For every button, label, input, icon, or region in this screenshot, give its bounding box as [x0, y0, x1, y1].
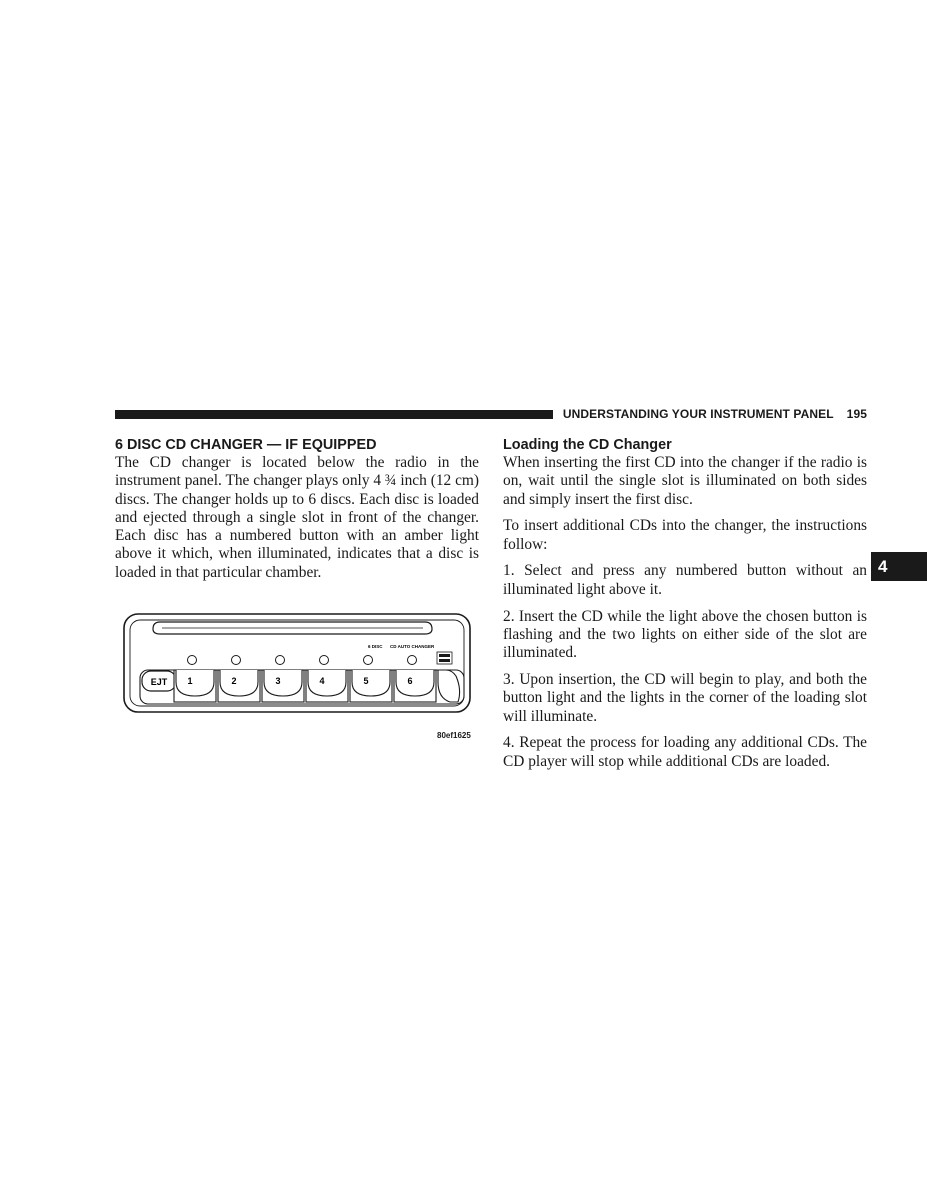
section-title: UNDERSTANDING YOUR INSTRUMENT PANEL: [562, 407, 834, 421]
header-rule: [115, 410, 553, 419]
indicator-light-4: [320, 656, 329, 665]
disc-button-5: [350, 670, 392, 702]
disc-button-1-label: 1: [187, 676, 193, 686]
figure-code: 80ef1625: [437, 731, 471, 740]
additional-cds-text: To insert additional CDs into the changer, the instructions follow:: [503, 517, 867, 553]
step-3: 3. Upon insertion, the CD will begin to play, and both the button light and the lights in the corner of the loading slot will illuminate.: [503, 670, 867, 725]
step-4: 4. Repeat the process for loading any additional CDs. The CD player will stop while additional CDs are loaded.: [503, 734, 867, 770]
label-6disc: 6 DISC: [368, 644, 383, 649]
cd-changer-illustration: [120, 610, 476, 746]
loading-intro: When inserting the first CD into the changer if the radio is on, wait until the single slot is illuminated on both sides and simply insert the first disc.: [503, 454, 867, 508]
label-auto-changer: CD AUTO CHANGER: [390, 644, 435, 649]
right-column: [503, 436, 867, 779]
disc-button-1: [174, 670, 216, 702]
disc-button-6-label: 6: [407, 676, 413, 686]
indicator-light-5: [364, 656, 373, 665]
disc-button-5-label: 5: [363, 676, 369, 686]
indicator-light-6: [408, 656, 417, 665]
disc-button-6: [394, 670, 436, 702]
disc-button-2-label: 2: [231, 676, 237, 686]
chapter-tab: 4: [871, 552, 927, 581]
left-column: [115, 436, 479, 591]
compact-disc-logo-icon: [437, 652, 452, 664]
cd-changer-heading: 6 DISC CD CHANGER — IF EQUIPPED: [115, 437, 377, 453]
step-1: 1. Select and press any numbered button without an illuminated light above it.: [503, 562, 867, 598]
cd-changer-description: The CD changer is located below the radio in the instrument panel. The changer plays only 4 ¾ inch (12 cm) discs. The changer holds up to 6 discs. Each disc is loaded and ejected through a single slot in front of the changer. Each disc has a numbered button with an amber light above it which, when illuminated, indicates that a disc is loaded in that particular chamber.: [115, 454, 479, 581]
disc-button-2: [218, 670, 260, 702]
indicator-light-2: [232, 656, 241, 665]
page-number: 195: [846, 407, 867, 421]
disc-button-4-label: 4: [319, 676, 325, 686]
indicator-light-1: [188, 656, 197, 665]
disc-button-3: [262, 670, 304, 702]
disc-button-4: [306, 670, 348, 702]
loading-heading: Loading the CD Changer: [503, 437, 672, 453]
running-header: [562, 407, 867, 421]
eject-button: [142, 671, 176, 691]
step-2: 2. Insert the CD while the light above the chosen button is flashing and the two lights on either side of the slot are illuminated.: [503, 607, 867, 662]
indicator-light-3: [276, 656, 285, 665]
eject-label: EJT: [150, 677, 168, 687]
disc-button-3-label: 3: [275, 676, 281, 686]
